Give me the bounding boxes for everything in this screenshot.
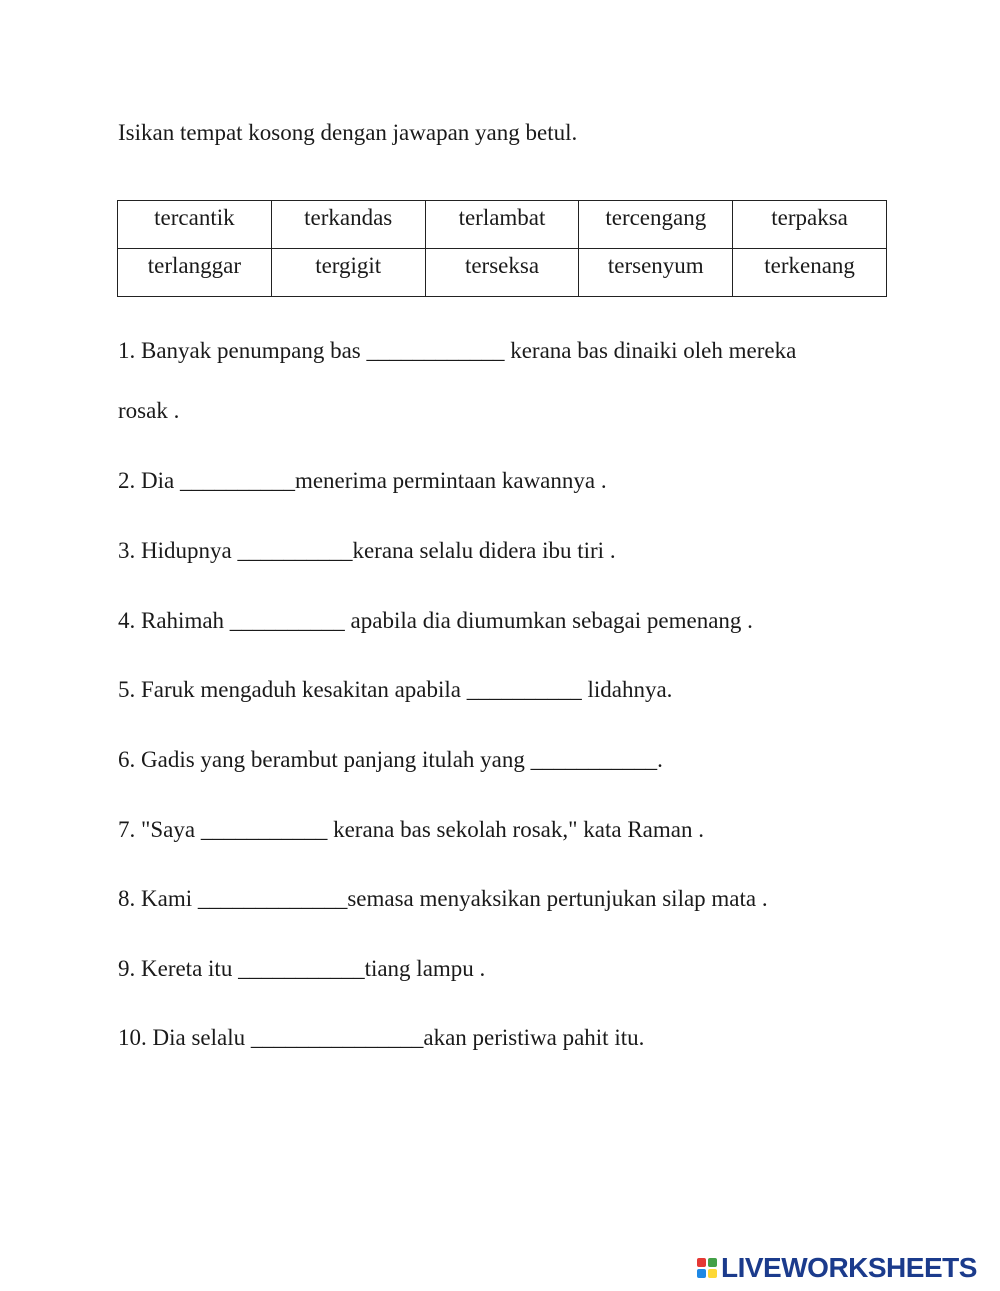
- question-6: 6. Gadis yang berambut panjang itulah yang ___________.: [118, 747, 663, 772]
- logo-block: [697, 1258, 706, 1267]
- word-bank-cell: tersenyum: [579, 249, 733, 297]
- word-bank-cell: terpaksa: [733, 201, 887, 249]
- word-bank-cell: terlanggar: [118, 249, 272, 297]
- question-5: 5. Faruk mengaduh kesakitan apabila __________ lidahnya.: [118, 677, 673, 702]
- word-bank-cell: terseksa: [425, 249, 579, 297]
- word-bank-row: [118, 249, 887, 297]
- question-1: 1. Banyak penumpang bas ____________ kerana bas dinaiki oleh mereka: [118, 338, 797, 363]
- question-4: 4. Rahimah __________ apabila dia diumumkan sebagai pemenang .: [118, 608, 753, 633]
- question-8: 8. Kami _____________semasa menyaksikan pertunjukan silap mata .: [118, 886, 768, 911]
- word-bank-cell: terkenang: [733, 249, 887, 297]
- question-1-continuation: rosak .: [118, 398, 180, 423]
- question-10: 10. Dia selalu _______________akan peristiwa pahit itu.: [118, 1025, 645, 1050]
- word-bank-cell: terkandas: [271, 201, 425, 249]
- instruction-text: Isikan tempat kosong dengan jawapan yang betul.: [118, 120, 578, 145]
- word-bank-cell: tercengang: [579, 201, 733, 249]
- word-bank-cell: terlambat: [425, 201, 579, 249]
- logo-block: [697, 1269, 706, 1278]
- logo-wordmark: LIVEWORKSHEETS: [721, 1252, 977, 1283]
- question-3: 3. Hidupnya __________kerana selalu didera ibu tiri .: [118, 538, 616, 563]
- logo-block: [708, 1258, 717, 1267]
- question-2: 2. Dia __________menerima permintaan kawannya .: [118, 468, 607, 493]
- word-bank-row: [118, 201, 887, 249]
- word-bank-table: [117, 200, 887, 297]
- liveworksheets-logo: [697, 1252, 977, 1284]
- word-bank-cell: tercantik: [118, 201, 272, 249]
- logo-block: [708, 1269, 717, 1278]
- word-bank-cell: tergigit: [271, 249, 425, 297]
- question-9: 9. Kereta itu ___________tiang lampu .: [118, 956, 486, 981]
- question-7: 7. "Saya ___________ kerana bas sekolah rosak," kata Raman .: [118, 817, 704, 842]
- liveworksheets-blocks-icon: [697, 1258, 717, 1278]
